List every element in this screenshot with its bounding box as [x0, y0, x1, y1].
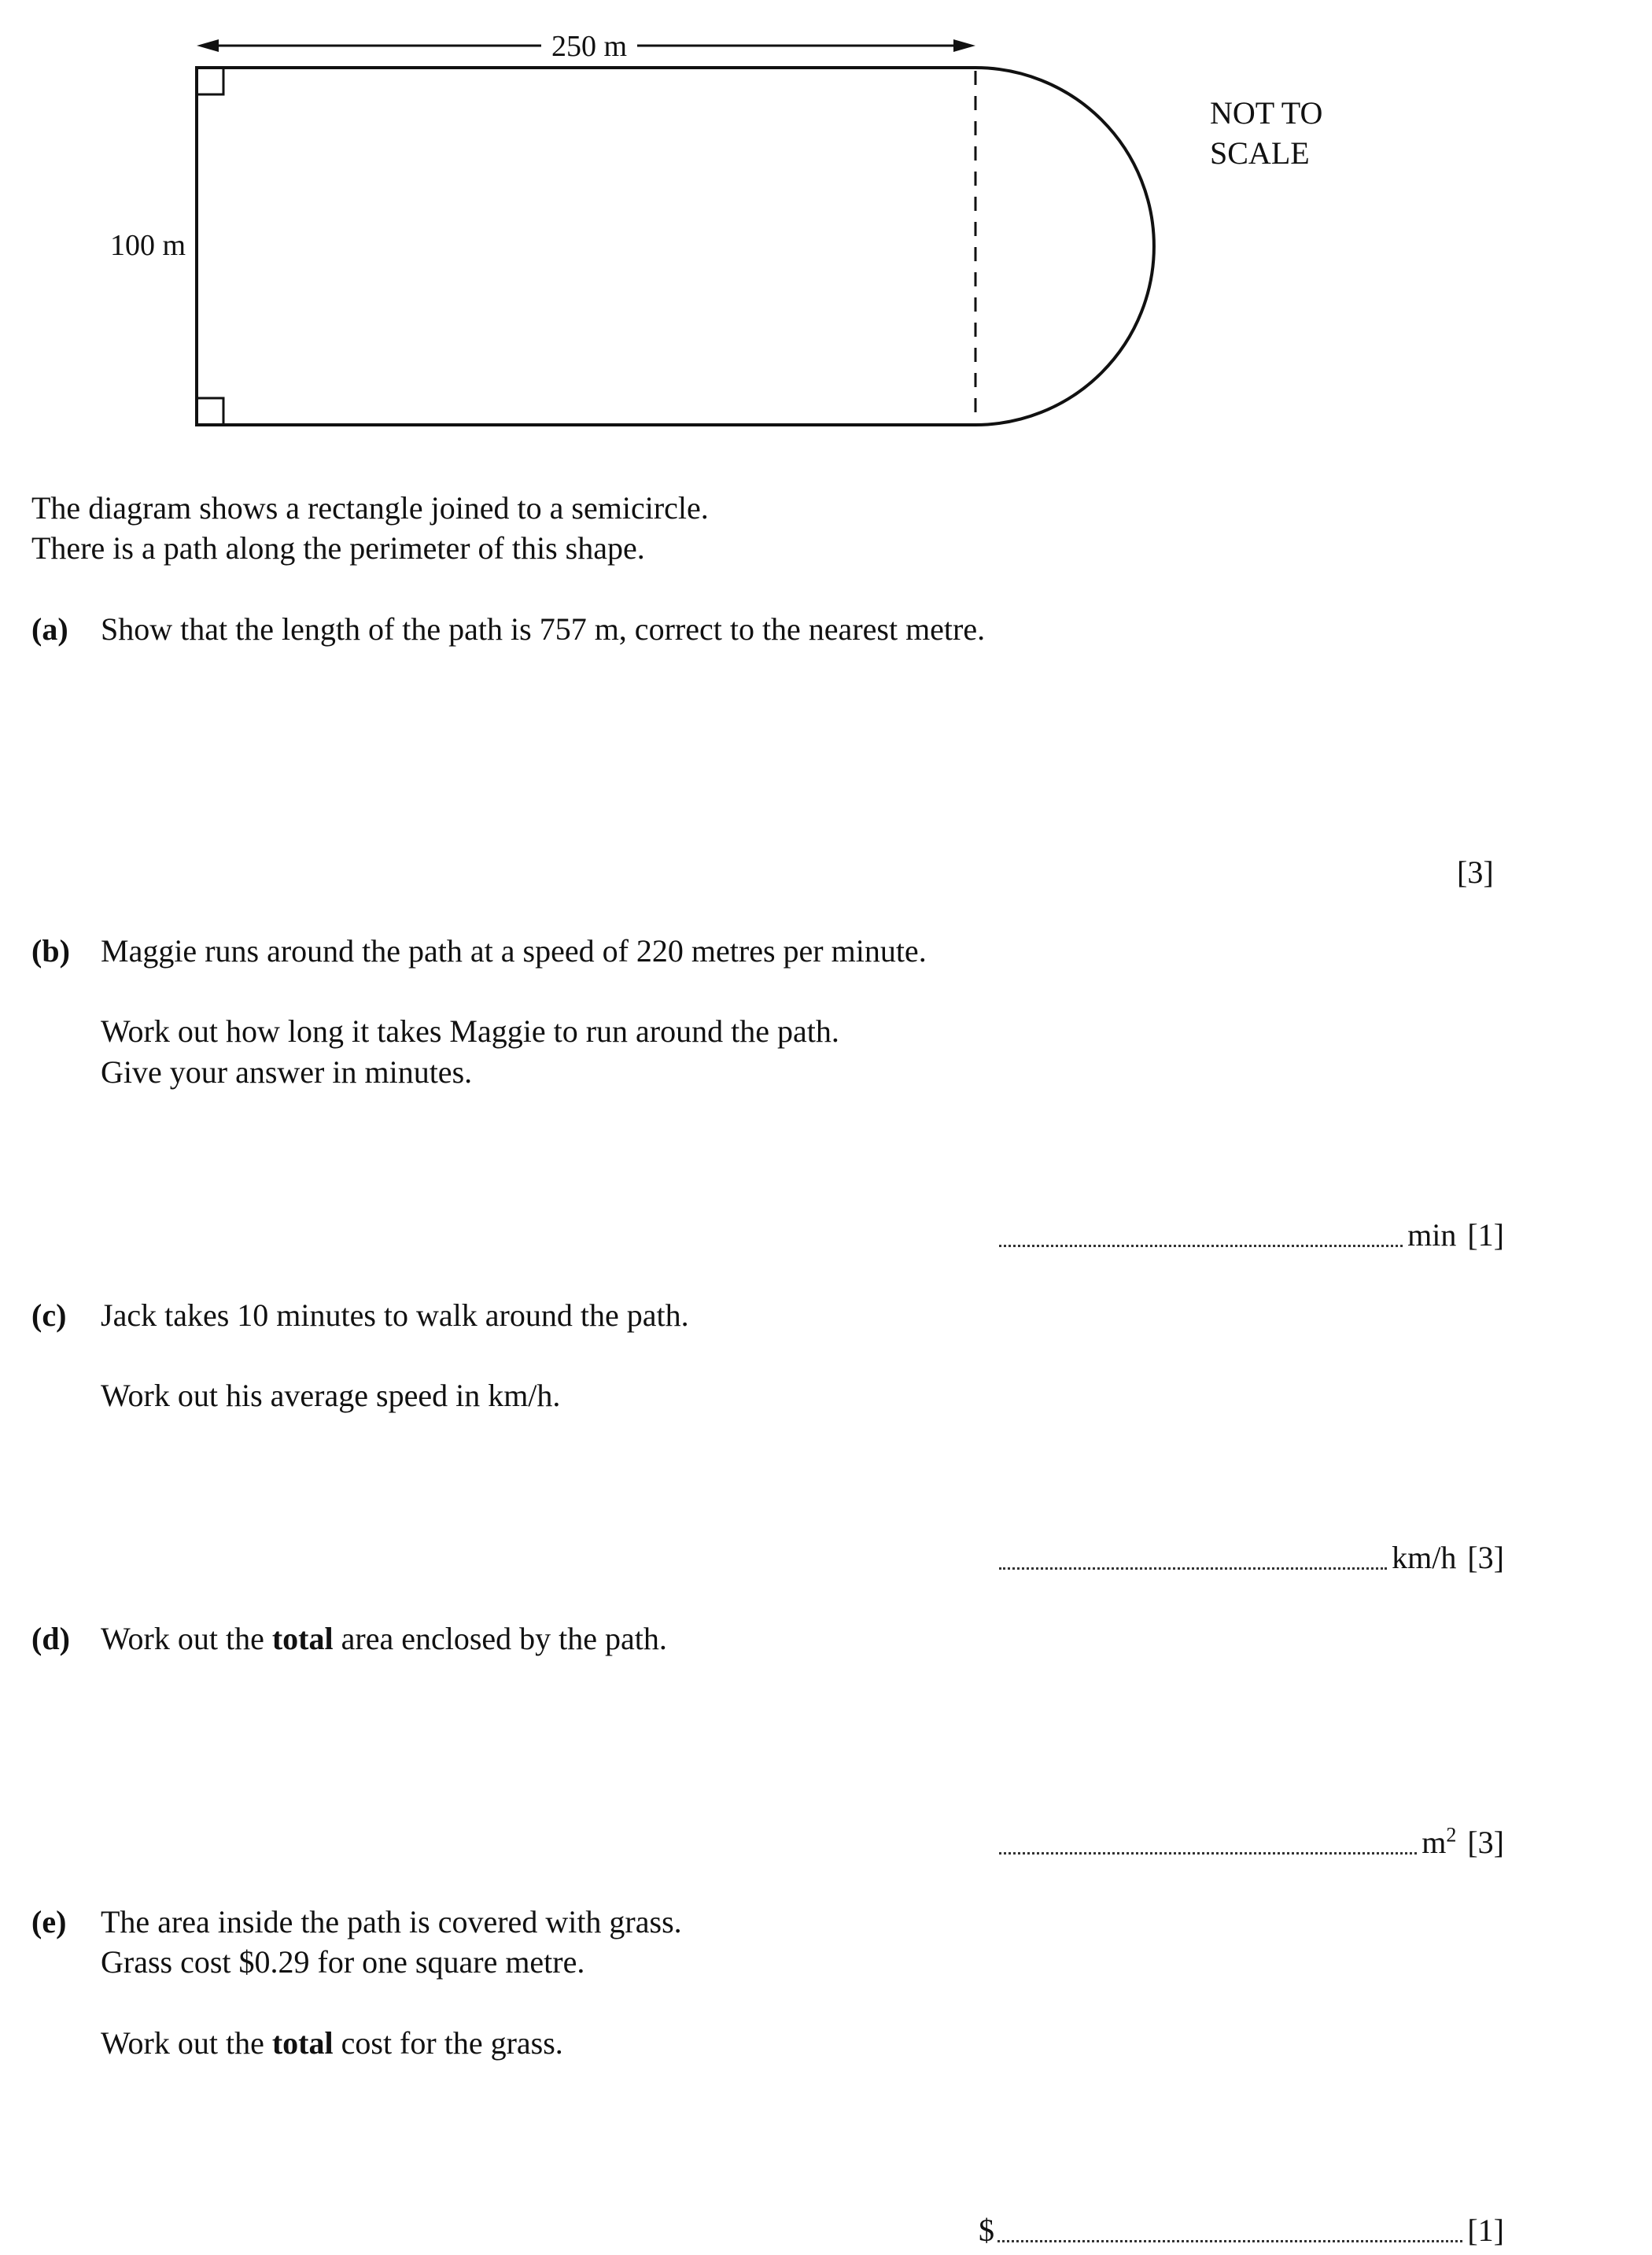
right-angle-marker-bottom [197, 398, 223, 425]
part-d-text-bold: total [271, 1621, 334, 1656]
part-e-dollar-prefix: $ [979, 2213, 994, 2248]
part-e-question-line-3 [101, 2022, 563, 2065]
intro-line-2: There is a path along the perimeter of this shape. [31, 530, 645, 566]
height-label: 100 m [109, 229, 186, 262]
part-d-question [101, 1618, 667, 1660]
part-b-question-line-3: Give your answer in minutes. [101, 1054, 473, 1090]
semicircle-outline [975, 68, 1154, 425]
part-e-text-bold: total [271, 2025, 334, 2061]
part-c-question-line-2: Work out his average speed in km/h. [101, 1378, 561, 1413]
part-c-unit: km/h [1392, 1540, 1457, 1575]
right-angle-marker-top [197, 68, 223, 94]
part-e-marks: [1] [1467, 2213, 1504, 2248]
part-d-answer-dots[interactable] [999, 1852, 1417, 1855]
part-a-label: (a) [31, 611, 68, 647]
part-b-unit: min [1407, 1217, 1457, 1253]
part-b-label: (b) [31, 933, 70, 969]
part-b-question-line-1: Maggie runs around the path at a speed of 220 metres per minute. [101, 933, 927, 969]
part-b-marks: [1] [1467, 1217, 1504, 1253]
part-b-answer-dots[interactable] [999, 1245, 1403, 1247]
part-d-label: (d) [31, 1621, 70, 1656]
part-e-label: (e) [31, 1904, 67, 1939]
part-d-unit-sup: 2 [1446, 1823, 1457, 1847]
part-b-answer-line[interactable] [999, 1214, 1504, 1257]
part-c-question-line-1: Jack takes 10 minutes to walk around the path. [101, 1297, 689, 1333]
width-arrowhead-left [197, 39, 219, 52]
rectangle-outline [197, 68, 975, 425]
part-e-text-before: Work out the [101, 2025, 272, 2061]
part-d-marks: [3] [1467, 1825, 1504, 1860]
part-d-unit-base: m [1422, 1825, 1447, 1860]
part-c-label: (c) [31, 1297, 67, 1333]
part-e-question-line-1: The area inside the path is covered with grass. [101, 1904, 682, 1939]
part-e-answer-dots[interactable] [997, 2240, 1462, 2242]
part-c-marks: [3] [1467, 1540, 1504, 1575]
part-e-text-after: cost for the grass. [333, 2025, 563, 2061]
part-d-unit [1422, 1821, 1456, 1864]
part-a-marks: [3] [1457, 854, 1494, 890]
part-d-answer-line[interactable] [999, 1821, 1504, 1864]
part-d-text-before: Work out the [101, 1621, 272, 1656]
part-a-question: Show that the length of the path is 757 m, correct to the nearest metre. [101, 611, 986, 647]
part-e-question-line-2: Grass cost $0.29 for one square metre. [101, 1944, 585, 1980]
intro-line-1: The diagram shows a rectangle joined to a semicircle. [31, 490, 709, 526]
part-d-text-after: area enclosed by the path. [333, 1621, 667, 1656]
width-label: 250 m [551, 30, 628, 63]
part-e-answer-line[interactable] [979, 2209, 1504, 2252]
part-c-answer-dots[interactable] [999, 1567, 1387, 1570]
scale-note-line2: SCALE [1210, 135, 1310, 171]
scale-note-line1: NOT TO [1210, 95, 1323, 131]
width-arrowhead-right [953, 39, 975, 52]
shape-diagram [0, 0, 1652, 472]
part-c-answer-line[interactable] [999, 1537, 1504, 1579]
part-b-question-line-2: Work out how long it takes Maggie to run around the path. [101, 1013, 839, 1049]
